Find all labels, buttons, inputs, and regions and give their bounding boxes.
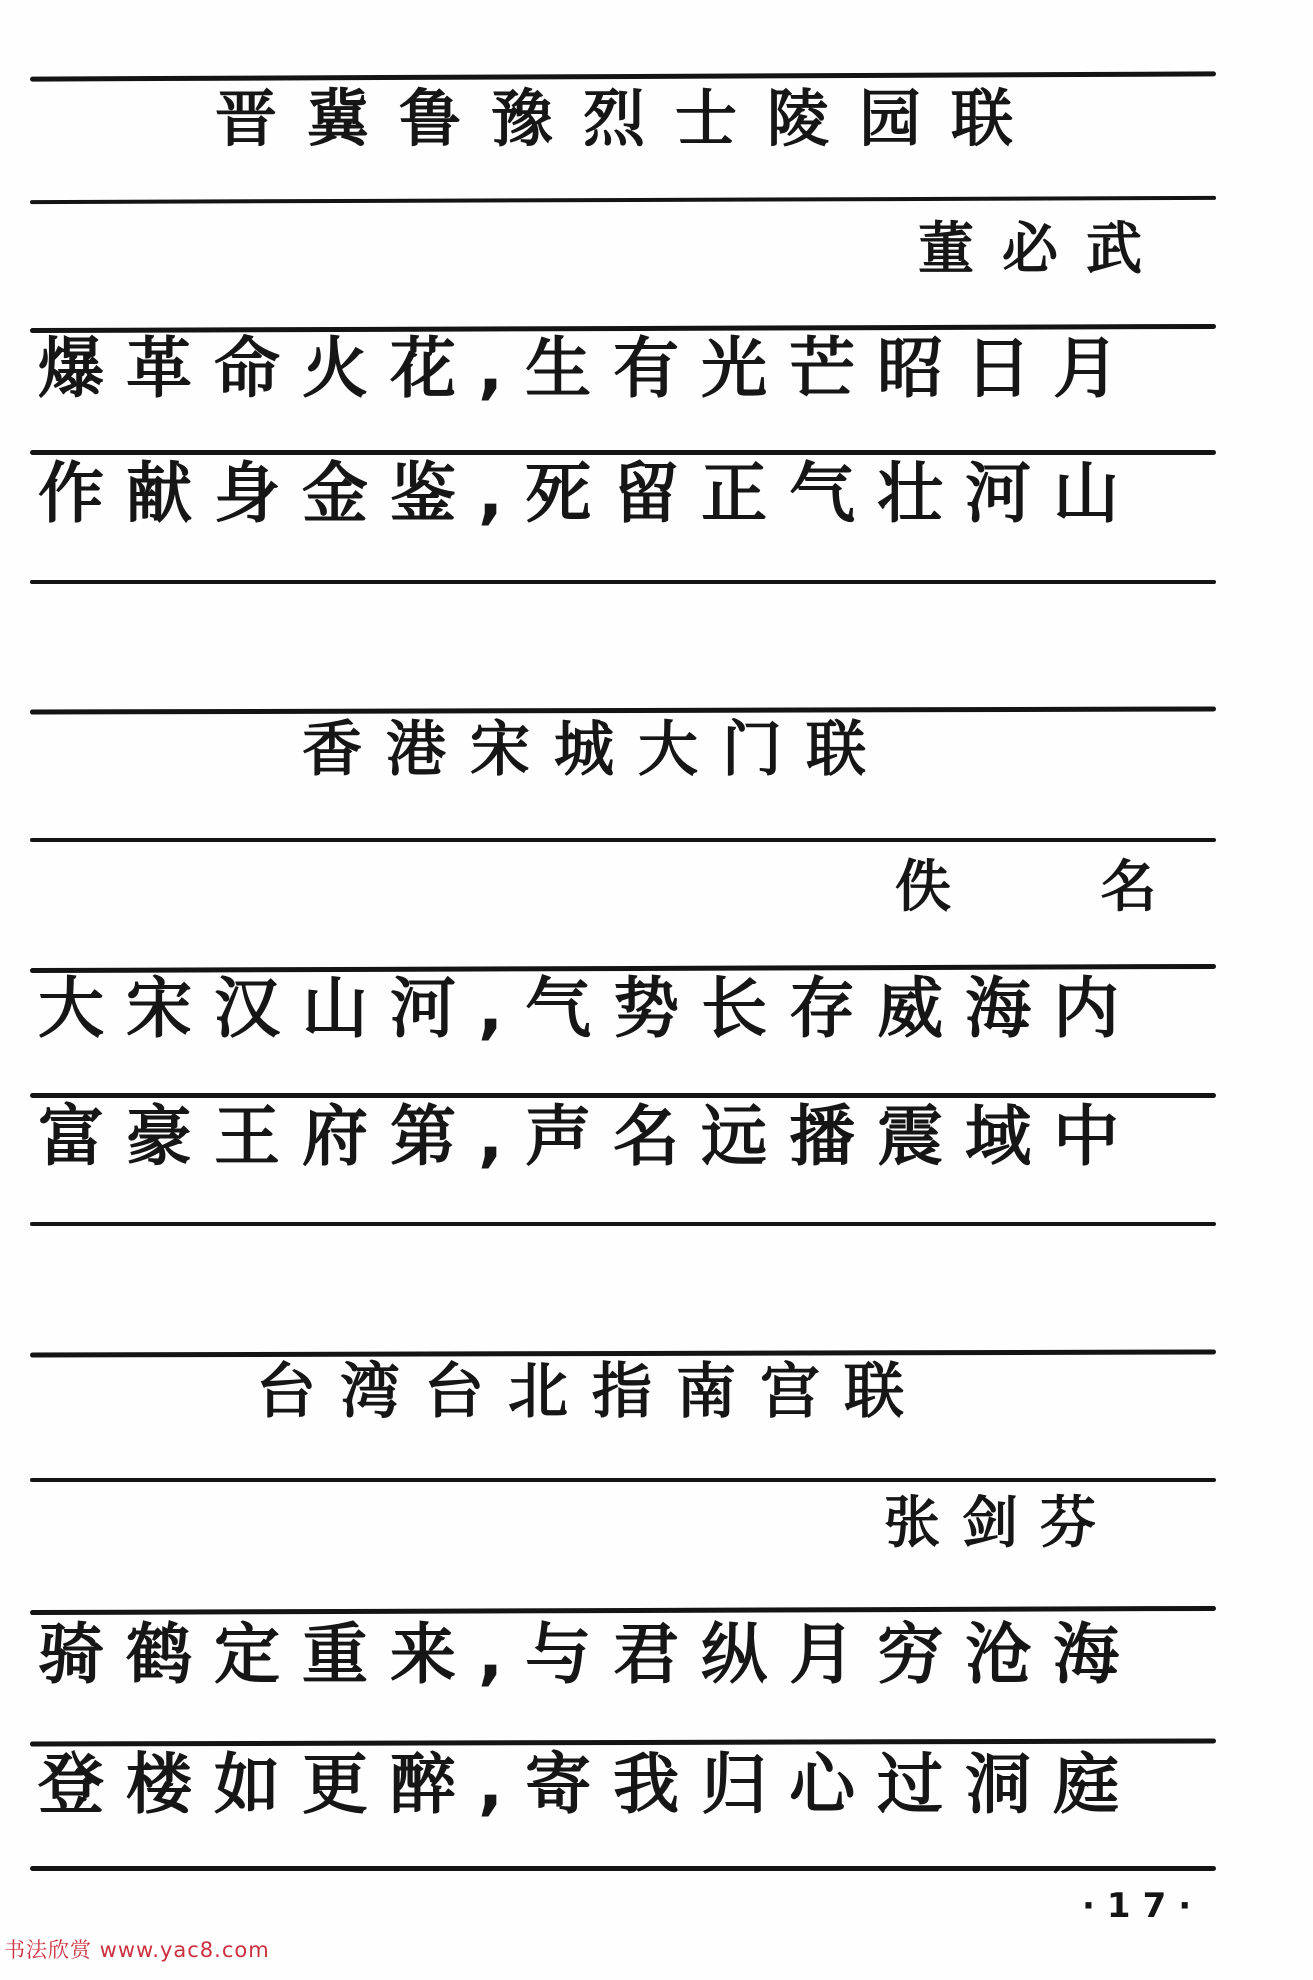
rule-line (30, 580, 1216, 584)
watermark: 书法欣赏 www.yac8.com (4, 1938, 270, 1962)
rule-line (30, 71, 1216, 81)
couplet-line: 作献身金鉴,死留正气壮河山 (38, 455, 1142, 532)
couplet-line: 富豪王府第,声名远播震域中 (38, 1098, 1142, 1175)
section-title: 台湾台北指南宫联 (256, 1357, 928, 1427)
couplet-line: 爆革命火花,生有光芒昭日月 (38, 330, 1142, 407)
rule-line (30, 1478, 1216, 1482)
rule-line (30, 706, 1216, 714)
rule-line (30, 838, 1216, 842)
section-author: 张剑芬 (884, 1491, 1118, 1556)
rule-line (30, 1606, 1216, 1615)
rule-line (30, 1222, 1216, 1226)
couplet-line: 大宋汉山河,气势长存威海内 (38, 970, 1142, 1047)
section-title: 香港宋城大门联 (302, 715, 890, 785)
page-number: ·17· (1082, 1886, 1204, 1926)
couplet-line: 骑鹤定重来,与君纵月穷沧海 (38, 1616, 1142, 1693)
rule-line (30, 196, 1216, 204)
section-author: 佚 名 (895, 855, 1167, 920)
section-author: 董必武 (918, 217, 1170, 282)
section-title: 晋冀鲁豫烈士陵园联 (215, 82, 1044, 155)
rule-line (30, 1866, 1216, 1871)
couplet-line: 登楼如更醉,寄我归心过洞庭 (38, 1746, 1142, 1823)
